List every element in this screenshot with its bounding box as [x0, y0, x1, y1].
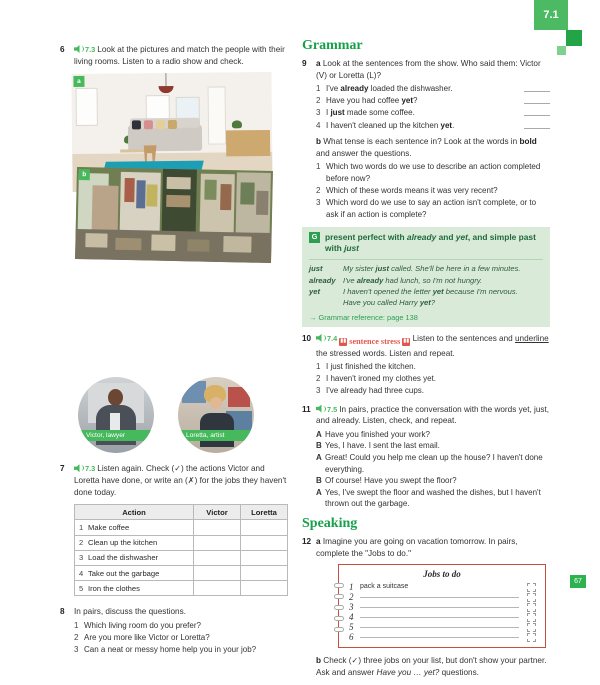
list-item: [316, 197, 550, 220]
page-number: 67: [570, 575, 586, 588]
answer-blank[interactable]: [524, 107, 550, 116]
notepad-line[interactable]: [339, 622, 545, 632]
list-item: [316, 185, 550, 197]
item-keyword: already: [340, 84, 369, 94]
item-number: 3: [316, 108, 321, 118]
right-column: [302, 38, 550, 685]
item-text-pre: Have you had coffee: [326, 96, 402, 106]
grammar-example: Have you called Harry yet?: [343, 298, 436, 308]
item-number: 3: [316, 198, 321, 208]
row-action: Clean up the kitchen: [88, 538, 158, 548]
exercise-9-body: [316, 58, 550, 221]
item-number: 4: [316, 120, 321, 130]
row-number: 1: [79, 522, 84, 532]
item-text: Which of these words means it was very recent?: [326, 186, 498, 196]
exercise-8-body: [74, 606, 292, 656]
list-item: [316, 429, 550, 441]
item-number: 3: [316, 386, 321, 396]
item-text-post: ?: [413, 96, 418, 106]
portrait-victor-label: Victor, lawyer: [78, 430, 154, 441]
exercise-9-number: 9: [302, 59, 307, 68]
row-action: Take out the garbage: [88, 568, 160, 578]
line-text: Yes, I've swept the floor and washed the dishes, but I haven't thrown out the garbage.: [325, 487, 541, 509]
line-text: pack a suitcase: [360, 583, 409, 591]
exercise-11-number: 11: [302, 404, 311, 414]
portrait-row: [72, 377, 278, 455]
sentence-stress-label: sentence stress: [349, 336, 401, 346]
line-checkbox[interactable]: [527, 623, 536, 632]
exercise-11-text: In pairs, practice the conversation with the words yet, just, and already. Listen, check, and repeat.: [316, 404, 550, 426]
item-text: Which two words do we use to describe an action completed before now?: [326, 162, 541, 184]
line-number: 6: [349, 631, 354, 642]
write-rule: [360, 597, 519, 598]
notepad-line[interactable]: [339, 592, 545, 602]
unit-tab: 7.1: [534, 0, 568, 30]
exercise-7: [60, 463, 292, 498]
exercise-8-questions: [74, 620, 292, 656]
list-item: [316, 487, 550, 510]
exercise-12a-letter: a: [316, 536, 321, 546]
exercise-9b-keyword: bold: [519, 137, 537, 147]
line-text: Of course! Have you swept the floor?: [325, 476, 457, 486]
exercise-10: [302, 333, 550, 398]
photo-messy-room: [75, 167, 273, 263]
speaker-label: A: [316, 429, 322, 439]
exercise-6: [60, 44, 292, 67]
exercise-10-number: 10: [302, 333, 312, 343]
item-keyword: just: [330, 108, 345, 118]
item-keyword: yet: [401, 96, 414, 106]
line-text: Yes, I have. I sent the last email.: [325, 441, 440, 451]
exercise-9b: [316, 136, 550, 220]
write-rule: [360, 637, 519, 638]
left-column: [60, 44, 292, 662]
item-text: I've already had three cups.: [326, 386, 425, 396]
exercise-12: [302, 536, 550, 679]
exercise-9: [302, 58, 550, 221]
exercise-11: [302, 404, 550, 510]
exercise-10-body: [316, 333, 550, 398]
photo-tag-a: a: [73, 76, 84, 87]
line-number: 1: [349, 581, 354, 592]
row-number: 3: [79, 553, 84, 563]
item-text-pre: I: [326, 108, 331, 118]
item-text-pre: I haven't cleaned up the kitchen: [326, 120, 441, 130]
grammar-example: My sister just called. She'll be here in a few minutes.: [343, 264, 521, 274]
cell-victor[interactable]: [194, 550, 241, 565]
sentence-stress-badge: [339, 336, 410, 348]
audio-speaker-icon[interactable]: [74, 464, 84, 472]
exercise-12b-letter: b: [316, 656, 322, 666]
item-text: I haven't ironed my clothes yet.: [326, 374, 437, 384]
item-text-pre: I've: [326, 84, 341, 94]
exercise-9b-text-pre: What tense is each sentence in? Look at the words in: [323, 137, 520, 147]
audio-speaker-icon[interactable]: [316, 405, 326, 413]
item-number: 2: [316, 96, 321, 106]
grammar-row: [309, 275, 543, 286]
exercise-12-number: 12: [302, 536, 312, 546]
row-action: Make coffee: [88, 522, 130, 532]
exercise-9b-items: [316, 161, 550, 220]
line-number: 3: [349, 601, 354, 612]
grammar-divider: [309, 259, 543, 260]
exercise-7-text: Listen again. Check (✓) the actions Victor and Loretta have done, or write an (✗) for the jobs they haven't done today.: [74, 464, 287, 497]
list-item: [316, 452, 550, 475]
speaker-label: A: [316, 487, 322, 497]
item-number: 1: [316, 362, 321, 372]
exercise-8-number: 8: [60, 607, 65, 617]
col-header-loretta: Loretta: [241, 505, 288, 520]
stress-marker-icon-right: ▮▮: [403, 337, 410, 344]
item-number: 2: [74, 633, 79, 643]
table-row: [75, 581, 288, 596]
audio-speaker-icon[interactable]: [74, 45, 84, 53]
answer-blank[interactable]: [524, 120, 550, 129]
list-item: [74, 632, 292, 644]
item-text: Are you more like Victor or Loretta?: [84, 633, 210, 643]
exercise-6-number: 6: [60, 45, 65, 54]
answer-blank[interactable]: [524, 95, 550, 104]
grammar-title-text: present perfect with already and yet, and simple past with just: [325, 231, 536, 254]
grammar-word: already: [309, 275, 336, 285]
grammar-word: just: [309, 264, 323, 274]
actions-table: [74, 504, 288, 596]
table-header-row: [75, 505, 288, 520]
speaker-label: A: [316, 452, 322, 462]
col-header-victor: Victor: [194, 505, 241, 520]
exercise-10-text-post: the stressed words. Listen and repeat.: [316, 348, 455, 358]
item-text-post: made some coffee.: [344, 108, 415, 118]
item-number: 1: [316, 84, 321, 94]
exercise-12b-italic: Have you … yet?: [376, 667, 440, 677]
cell-loretta[interactable]: [241, 520, 288, 535]
decoration-square-small: [557, 46, 566, 55]
line-text: Great! Could you help me clean up the house? I haven't done everything.: [325, 452, 543, 474]
line-checkbox[interactable]: [527, 603, 536, 612]
cell-loretta[interactable]: [241, 581, 288, 596]
section-heading-speaking: Speaking: [302, 515, 358, 531]
audio-track-number: 7.5: [327, 404, 338, 414]
audio-speaker-icon[interactable]: [316, 334, 326, 342]
item-text: I just finished the kitchen.: [326, 362, 416, 372]
cell-loretta[interactable]: [241, 550, 288, 565]
audio-track-number: 7.4: [327, 333, 338, 343]
col-header-action: Action: [75, 505, 194, 520]
item-text-post: .: [452, 120, 455, 130]
table-row: [75, 565, 288, 580]
item-text: Which living room do you prefer?: [84, 620, 201, 630]
list-item: [316, 361, 550, 373]
decoration-square-large: [566, 30, 582, 46]
exercise-12b-text-post: questions.: [439, 667, 479, 677]
line-text: Have you finished your work?: [325, 429, 430, 439]
notepad-line[interactable]: [339, 612, 545, 622]
exercise-10-underlined-word: underline: [515, 333, 549, 343]
list-item: [316, 373, 550, 385]
exercise-12b: [316, 655, 550, 678]
list-item: [316, 440, 550, 452]
cell-loretta[interactable]: [241, 535, 288, 550]
exercise-9a-items: [316, 83, 550, 131]
row-action: Load the dishwasher: [88, 553, 159, 563]
exercise-8: [60, 606, 292, 656]
line-number: 5: [349, 621, 354, 632]
list-item: [316, 120, 550, 132]
cell-victor[interactable]: [194, 520, 241, 535]
item-number: 3: [74, 645, 79, 655]
list-item: [74, 620, 292, 632]
exercise-12-body: [316, 536, 550, 679]
audio-track-number: 7.3: [85, 45, 96, 54]
list-item: [316, 83, 550, 95]
item-text: Which word do we use to say an action isn't complete, or to ask if an action is complete?: [326, 198, 537, 219]
exercise-7-number: 7: [60, 464, 65, 474]
line-checkbox[interactable]: [527, 583, 536, 592]
exercise-9b-letter: b: [316, 137, 322, 147]
item-number: 2: [316, 374, 321, 384]
table-row: [75, 520, 288, 535]
row-number: 4: [79, 568, 84, 578]
exercise-11-body: [316, 404, 550, 510]
photo-collage: [72, 73, 278, 373]
notepad-line[interactable]: [339, 602, 545, 612]
item-keyword: yet: [440, 120, 453, 130]
cell-victor[interactable]: [194, 535, 241, 550]
exercise-8-text: In pairs, discuss the questions.: [74, 607, 186, 617]
line-number: 2: [349, 591, 354, 602]
grammar-chip: G: [309, 232, 320, 243]
row-action: Iron the clothes: [88, 583, 140, 593]
portrait-loretta: [178, 377, 254, 453]
grammar-box: [302, 227, 550, 327]
table-row: [75, 550, 288, 565]
notepad-title: Jobs to do: [423, 569, 461, 580]
list-item: [316, 107, 550, 119]
grammar-row: [309, 286, 543, 297]
item-number: 1: [316, 162, 321, 172]
exercise-10-text-pre: Listen to the sentences and: [412, 333, 515, 343]
exercise-6-body: [74, 44, 292, 67]
grammar-example: I've already had lunch, so I'm not hungry.: [343, 275, 483, 285]
portrait-loretta-label: Loretta, artist: [178, 430, 254, 441]
item-text-post: loaded the dishwasher.: [368, 84, 453, 94]
exercise-6-text: Look at the pictures and match the people with their living rooms. Listen to a radio show and check.: [74, 45, 285, 66]
audio-track-number: 7.3: [85, 464, 96, 474]
jobs-to-do-notepad[interactable]: [338, 564, 546, 648]
stress-marker-icon-left: ▮▮: [340, 337, 347, 344]
speaker-label: B: [316, 441, 322, 451]
item-number: 1: [74, 620, 79, 630]
exercise-10-items: [316, 361, 550, 397]
exercise-9a-text: Look at the sentences from the show. Who said them: Victor (V) or Loretta (L)?: [316, 59, 541, 80]
grammar-example: I haven't opened the letter yet because I'm nervous.: [343, 287, 518, 297]
line-checkbox[interactable]: [527, 613, 536, 622]
exercise-11-conversation: [316, 429, 550, 510]
speaker-label: B: [316, 476, 322, 486]
exercise-12b-text-pre: Check (✓) three jobs on your list, but don't show your partner. Ask and answer: [316, 656, 547, 677]
write-rule: [360, 617, 519, 618]
cell-victor[interactable]: [194, 565, 241, 580]
list-item: [316, 385, 550, 397]
cell-victor[interactable]: [194, 581, 241, 596]
notepad-line[interactable]: [339, 632, 545, 642]
item-text: Can a neat or messy home help you in your job?: [84, 645, 257, 655]
row-number: 2: [79, 538, 84, 548]
answer-blank[interactable]: [524, 83, 550, 92]
write-rule: [360, 607, 519, 608]
notepad-line[interactable]: [339, 582, 545, 592]
exercise-9b-text-post: and answer the questions.: [316, 148, 412, 158]
list-item: [74, 644, 292, 656]
grammar-box-title: [309, 232, 543, 255]
line-checkbox[interactable]: [527, 593, 536, 602]
grammar-row-extra: [309, 297, 543, 308]
exercise-12a-text: Imagine you are going on vacation tomorrow. In pairs, complete the "Jobs to do.": [316, 536, 518, 558]
row-number: 5: [79, 583, 84, 593]
section-heading-grammar: Grammar: [302, 38, 363, 53]
list-item: [316, 95, 550, 107]
grammar-reference-link[interactable]: → Grammar reference: page 138: [309, 312, 418, 322]
grammar-row: [309, 263, 543, 274]
grammar-word: yet: [309, 287, 320, 297]
line-number: 4: [349, 611, 354, 622]
photo-tag-b: b: [79, 169, 90, 180]
portrait-victor: [78, 377, 154, 453]
item-number: 2: [316, 186, 321, 196]
list-item: [316, 475, 550, 487]
write-rule: [360, 627, 519, 628]
line-checkbox[interactable]: [527, 633, 536, 642]
exercise-7-body: [74, 463, 292, 498]
list-item: [316, 161, 550, 184]
cell-loretta[interactable]: [241, 565, 288, 580]
table-row: [75, 535, 288, 550]
exercise-9a-letter: a: [316, 59, 321, 68]
